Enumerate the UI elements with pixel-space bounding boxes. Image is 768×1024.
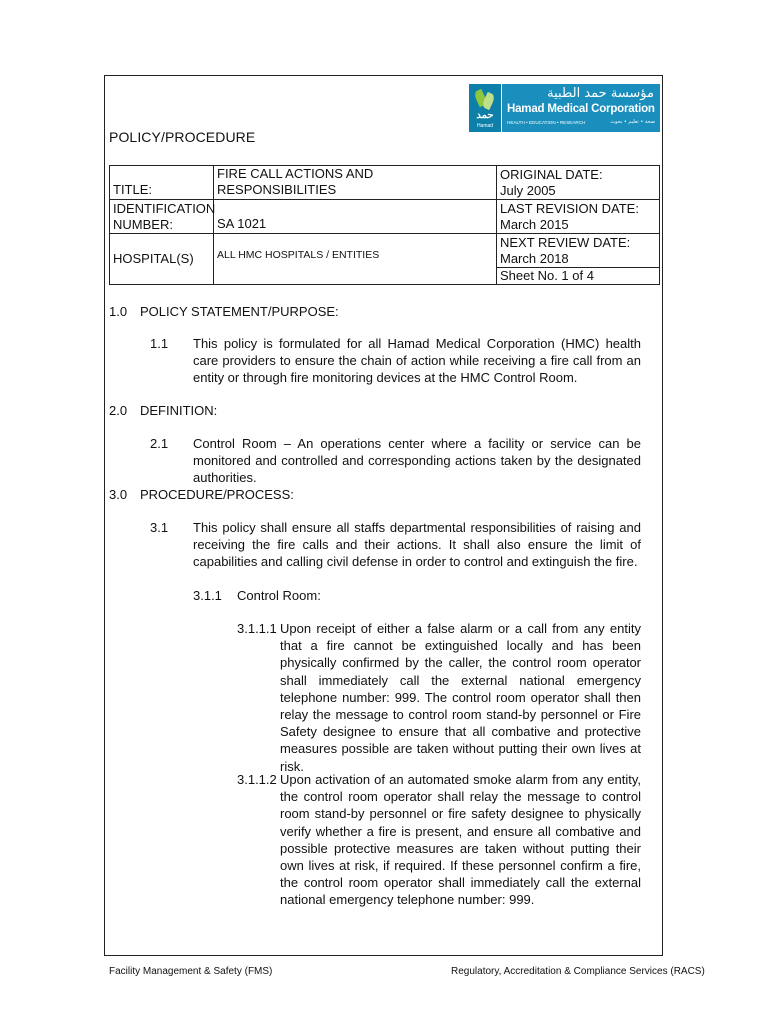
item-2-1-number: 2.1	[150, 436, 169, 451]
identification-label: IDENTIFICATION	[113, 200, 216, 216]
table-row	[110, 234, 660, 268]
emblem-english-text: Hamad	[476, 123, 494, 129]
footer-right: Regulatory, Accreditation & Compliance Services (RACS)	[451, 966, 705, 977]
sheet-number: Sheet No. 1 of 4	[497, 268, 660, 285]
logo-band	[502, 84, 660, 132]
item-1-1-number: 1.1	[150, 336, 169, 351]
section-3-heading: PROCEDURE/PROCESS:	[140, 487, 294, 502]
item-3-1-1-2-text: Upon activation of an automated smoke alarm from any entity, the control room operator shall relay the message to control room stand-by personnel or fire safety designee to physically verify whether a fire is present, and ensure all combative and possible protective measures are taken without putting their own lives at risk, if required. If these personnel confirm a fire, the control room operator shall immediately call the external national emergency telephone number: 999.	[280, 772, 641, 908]
original-date-value: July 2005	[500, 182, 556, 198]
item-3-1-1-1-number: 3.1.1.1	[237, 621, 277, 636]
table-row	[110, 166, 660, 200]
review-date-value: March 2018	[500, 250, 569, 266]
identification-label-cell	[110, 200, 214, 234]
review-date-cell	[497, 234, 660, 268]
title-label: TITLE:	[110, 166, 214, 200]
original-date-label: ORIGINAL DATE:	[500, 166, 603, 182]
item-1-1-text: This policy is formulated for all Hamad Medical Corporation (HMC) health care providers to ensure the chain of action while receiving a fire call from an entity or through fire monitoring devices at the HMC Control Room.	[193, 336, 641, 386]
header-table	[109, 165, 660, 285]
footer-left: Facility Management & Safety (FMS)	[109, 966, 273, 977]
section-1-heading: POLICY STATEMENT/PURPOSE:	[140, 304, 339, 319]
revision-date-label: LAST REVISION DATE:	[500, 200, 639, 216]
item-3-1-1-heading: Control Room:	[237, 588, 321, 603]
review-date-label: NEXT REVIEW DATE:	[500, 234, 631, 250]
revision-date-cell	[497, 200, 660, 234]
item-3-1-number: 3.1	[150, 520, 169, 535]
hmc-emblem	[469, 84, 501, 132]
hospital-value: ALL HMC HOSPITALS / ENTITIES	[214, 234, 497, 285]
logo-tagline: HEALTH • EDUCATION • RESEARCH	[507, 120, 586, 125]
number-label: NUMBER:	[113, 216, 173, 232]
logo-tagline-arabic: صحة • تعليم • بحوث	[610, 119, 655, 125]
section-3-number: 3.0	[109, 487, 128, 502]
emblem-arabic-text: حمد	[476, 110, 494, 121]
original-date-cell	[497, 166, 660, 200]
section-2-heading: DEFINITION:	[140, 403, 218, 418]
item-2-1-text: Control Room – An operations center where a facility or service can be monitored and controlled and corresponding actions taken by the designated authorities.	[193, 436, 641, 486]
table-row	[110, 200, 660, 234]
document-type: POLICY/PROCEDURE	[109, 129, 256, 145]
logo-arabic-name: مؤسسة حمد الطبية	[547, 86, 654, 101]
hmc-logo	[469, 84, 660, 132]
item-3-1-text: This policy shall ensure all staffs departmental responsibilities of raising and receiving the fire calls and their actions. It shall also ensure the limit of capabilities and calling civil defense in order to control and extinguish the fire.	[193, 520, 641, 570]
section-1-number: 1.0	[109, 304, 128, 319]
title-value: FIRE CALL ACTIONS AND RESPONSIBILITIES	[214, 166, 497, 200]
item-3-1-1-number: 3.1.1	[193, 588, 222, 603]
logo-english-name: Hamad Medical Corporation	[507, 103, 655, 115]
identification-value: SA 1021	[214, 200, 497, 234]
item-3-1-1-2-number: 3.1.1.2	[237, 772, 277, 787]
hospital-label: HOSPITAL(S)	[110, 234, 214, 285]
item-3-1-1-1-text: Upon receipt of either a false alarm or a call from any entity that a fire cannot be extinguished locally and has been physically confirmed by the caller, the control room operator shall immediately call the external national emergency telephone number: 999. The control room operator shall then relay the message to control room stand-by personnel or Fire Safety designee to ensure that all combative and protective measures possible are taken without putting their own lives at risk.	[280, 621, 641, 774]
section-2-number: 2.0	[109, 403, 128, 418]
revision-date-value: March 2015	[500, 216, 569, 232]
